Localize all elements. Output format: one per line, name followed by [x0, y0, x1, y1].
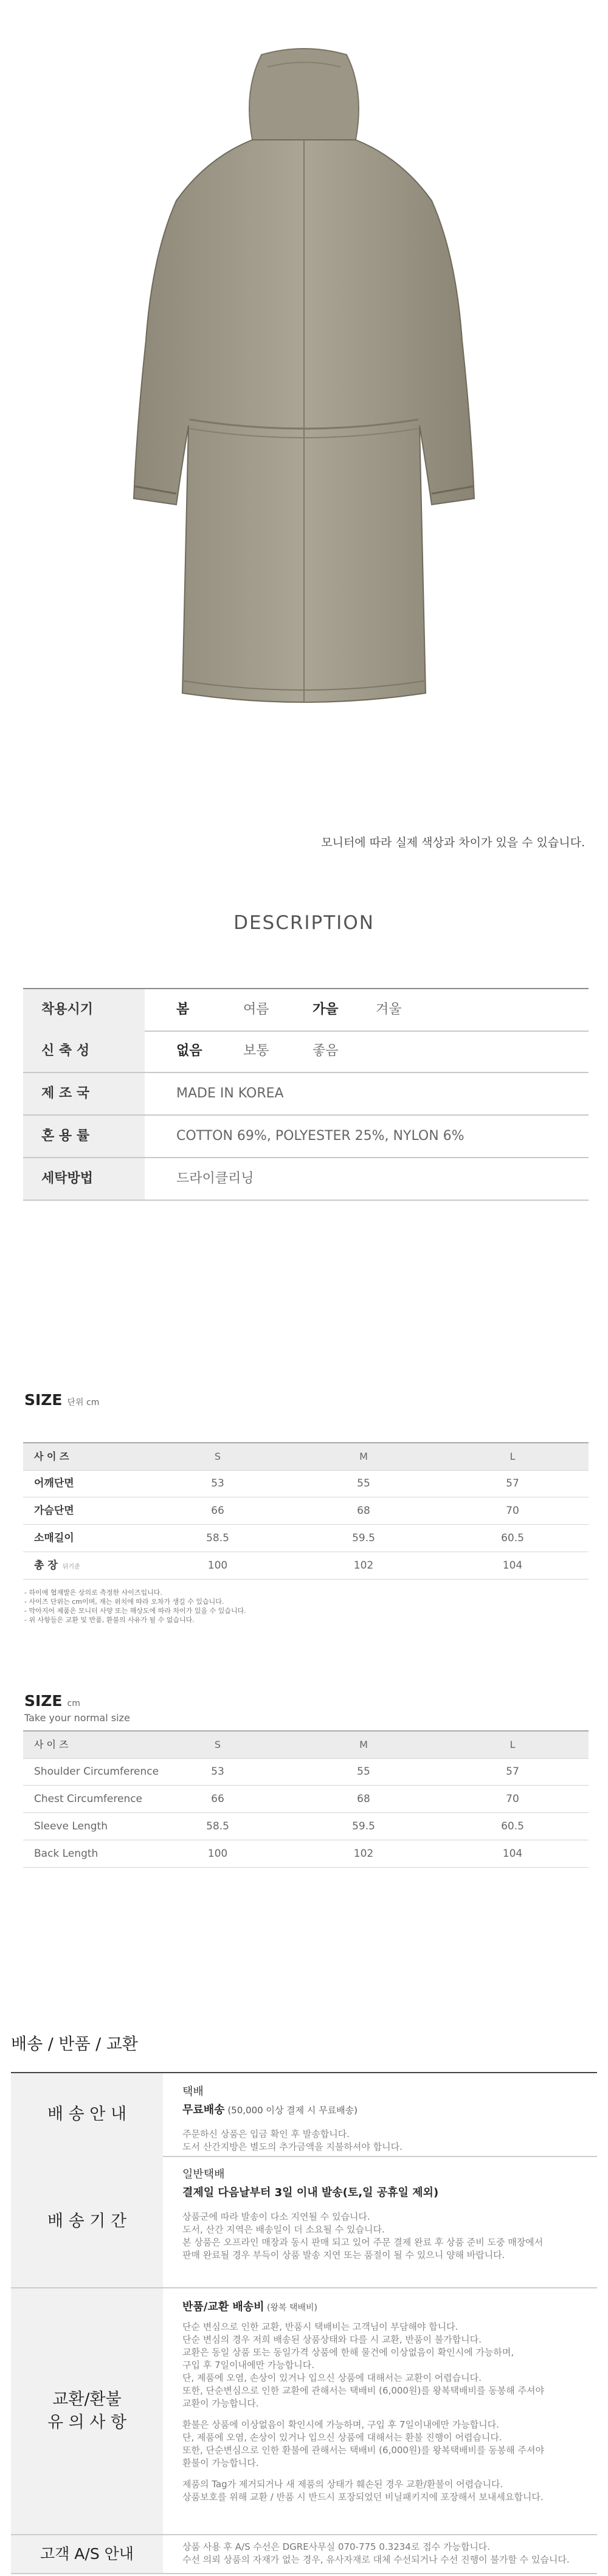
cell-m: 68: [357, 1793, 370, 1805]
product-photo: [0, 0, 608, 772]
cell-s: 53: [211, 1477, 224, 1490]
delivery-line: 판매 완료될 경우 부득이 상품 발송 지연 또는 품절이 될 수 있으니 양해 바랍니다.: [182, 2250, 505, 2260]
spec-row-care: [23, 1158, 589, 1201]
spec-label: 신 축 성: [23, 1031, 145, 1072]
cell-s: 100: [207, 1848, 228, 1860]
size-title-text: SIZE: [24, 1692, 63, 1710]
cell-s: 58.5: [206, 1532, 229, 1544]
exchange-line: 교환은 동일 상품 또는 동일가격 상품에 한해 물건에 이상없음이 확인시에 가능하며,: [182, 2347, 514, 2358]
care-value: 드라이클리닝: [176, 1171, 254, 1186]
exchange-refund-row: [11, 2288, 597, 2535]
description-title: DESCRIPTION: [233, 912, 375, 934]
shipping-info-label: 배 송 안 내: [11, 2073, 163, 2156]
cell-l: 104: [502, 1848, 523, 1860]
exchange-line: 단순 변심의 경우 저희 배송된 상품상태와 다를 시 교환, 반품이 불가합니다.: [182, 2334, 482, 2345]
size-table-header: [23, 1442, 589, 1471]
note-line: - 막아지어 제품은 모니터 사양 또는 해상도에 따라 차이가 있을 수 있습니다.: [24, 1607, 246, 1615]
size-header-m: M: [359, 1739, 368, 1750]
note-line: - 위 사항들은 교환 및 반품, 환불의 사유가 될 수 없습니다.: [24, 1616, 195, 1624]
return-fee-note: (왕복 택배비): [264, 2303, 318, 2313]
spec-row-stretch: [23, 1031, 589, 1073]
spec-row-origin: [23, 1073, 589, 1116]
cell-s: 58.5: [206, 1820, 229, 1832]
as-info-body: [182, 2541, 591, 2566]
monitor-color-note: 모니터에 따라 실제 색상과 차이가 있을 수 있습니다.: [321, 836, 585, 849]
spec-label: 제 조 국: [23, 1073, 145, 1114]
note-line: - 사이즈 단위는 cm이며, 재는 위치에 따라 오차가 생길 수 있습니다.: [24, 1598, 224, 1606]
season-winter: 겨울: [376, 1002, 402, 1017]
return-fee-line: [182, 2298, 591, 2317]
table-row: [23, 1470, 589, 1497]
spec-label: 세탁방법: [23, 1158, 145, 1200]
size-header-label: 사 이 즈: [34, 1739, 69, 1750]
exchange-label-line: 유 의 사 항: [47, 2413, 127, 2432]
shipping-line: 주문하신 상품은 입금 확인 후 발송합니다.: [182, 2129, 350, 2139]
cell-l: 60.5: [501, 1532, 524, 1544]
as-line: 상품 사용 후 A/S 수선은 DGRE사무실 070-775 0.3234로 접수 가능합니다.: [182, 2541, 491, 2552]
shipping-fee-line: [182, 2101, 591, 2119]
exchange-line: 단, 제품에 오염, 손상이 있거나 입으신 상품에 대해서는 교환이 어렵습니다.: [182, 2372, 482, 2383]
shipping-method: 택배: [182, 2085, 204, 2098]
delivery-line: 상품군에 따라 발송이 다소 지연될 수 있습니다.: [182, 2211, 370, 2222]
row-label: 가슴단면: [34, 1505, 74, 1517]
cell-m: 102: [353, 1559, 374, 1572]
spec-label: 착용시기: [23, 989, 145, 1031]
stretch-normal: 보통: [243, 1043, 269, 1058]
season-fall: 가을: [313, 1002, 339, 1017]
stretch-none: 없음: [176, 1043, 202, 1058]
cell-l: 60.5: [501, 1820, 524, 1832]
size-unit: 단위 cm: [67, 1398, 100, 1407]
shipping-section-title: 배송 / 반품 / 교환: [11, 2035, 139, 2054]
stretch-good: 좋음: [313, 1043, 339, 1058]
size-header-s: S: [214, 1451, 221, 1462]
row-label: [34, 1552, 80, 1581]
spec-label: 혼 용 률: [23, 1116, 145, 1157]
exchange-label-line: 교환/환불: [52, 2390, 122, 2409]
refund-line: 단, 제품에 오염, 손상이 있거나 입으신 상품에 대해서는 환불 진행이 어렵습니다.: [182, 2432, 502, 2443]
row-label: Shoulder Circumference: [34, 1766, 159, 1778]
row-note: 뒤기준: [62, 1564, 80, 1570]
cell-m: 55: [357, 1766, 370, 1778]
free-shipping-label: 무료배송: [182, 2104, 225, 2116]
tag-notice-line: 제품의 Tag가 제거되거나 새 제품의 상태가 훼손된 경우 교환/환불이 어렵습니다.: [182, 2479, 503, 2490]
free-shipping-condition: (50,000 이상 결제 시 무료배송): [224, 2105, 358, 2116]
origin-value: MADE IN KOREA: [176, 1086, 284, 1101]
delivery-period-row: [11, 2156, 597, 2288]
cell-s: 66: [211, 1793, 224, 1805]
spec-row-season: [23, 988, 589, 1032]
cell-l: 70: [506, 1505, 519, 1517]
size-subtitle: Take your normal size: [24, 1712, 130, 1724]
size-title: [24, 1391, 99, 1409]
table-row: [23, 1552, 589, 1580]
table-row: [23, 1497, 589, 1525]
size-header-l: L: [510, 1739, 516, 1750]
size-notes: [24, 1588, 340, 1625]
size-title-en: [24, 1692, 80, 1710]
cell-l: 57: [506, 1766, 519, 1778]
refund-line: 환불이 가능합니다.: [182, 2457, 259, 2468]
tag-notice-line: 상품보호를 위해 교환 / 반품 시 반드시 포장되었던 비닐패키지에 포장해서 보내세요합니다.: [182, 2491, 544, 2502]
coat-back-illustration: [0, 0, 608, 772]
table-row: [23, 1525, 589, 1552]
exchange-line: 교환이 가능합니다.: [182, 2398, 259, 2409]
size-header-s: S: [214, 1739, 221, 1750]
exchange-line: 또한, 단순변심으로 인한 교환에 관해서는 택배비 (6,000원)를 왕복택배비를 동봉해 주셔야: [182, 2385, 544, 2396]
row-label: Back Length: [34, 1848, 98, 1860]
shipping-info-body: [182, 2083, 591, 2153]
shipping-line: 도서 산간지방은 별도의 추가금액을 지불하셔야 합니다.: [182, 2141, 402, 2152]
shipping-info-row: [11, 2072, 597, 2157]
table-row: [23, 1840, 589, 1868]
cell-s: 66: [211, 1505, 224, 1517]
table-row: [23, 1758, 589, 1786]
row-label: 소매길이: [34, 1532, 74, 1544]
size-header-l: L: [510, 1451, 516, 1462]
exchange-line: 단순 변심으로 인한 교환, 반품시 택배비는 고객님이 부담해야 합니다.: [182, 2321, 458, 2332]
season-spring: 봄: [176, 1002, 190, 1017]
delivery-schedule: 결제일 다음날부터 3일 이내 발송(토,일 공휴일 제외): [182, 2186, 439, 2199]
size-table-header: [23, 1730, 589, 1759]
cell-m: 102: [353, 1848, 374, 1860]
cell-l: 104: [502, 1559, 523, 1572]
spec-row-material: [23, 1116, 589, 1158]
cell-s: 100: [207, 1559, 228, 1572]
cell-l: 57: [506, 1477, 519, 1490]
as-line: 수선 의뢰 상품의 자재가 없는 경우, 유사자재로 대체 수선되거나 수선 진행이 불가할 수 있습니다.: [182, 2554, 570, 2565]
exchange-refund-label: [11, 2288, 163, 2534]
cell-m: 59.5: [352, 1820, 375, 1832]
size-title-text: SIZE: [24, 1391, 63, 1409]
cell-s: 53: [211, 1766, 224, 1778]
cell-m: 59.5: [352, 1532, 375, 1544]
season-summer: 여름: [243, 1002, 269, 1017]
table-row: [23, 1813, 589, 1840]
cell-m: 68: [357, 1505, 370, 1517]
delivery-period-label: 배 송 기 간: [11, 2156, 163, 2287]
return-fee-label: 반품/교환 배송비: [182, 2301, 264, 2313]
refund-line: 또한, 단순변심으로 인한 환불에 관해서는 택배비 (6,000원)를 왕복택배비를 동봉해 주셔야: [182, 2445, 544, 2456]
row-label: Sleeve Length: [34, 1820, 108, 1832]
row-label: Chest Circumference: [34, 1793, 143, 1805]
delivery-line: 도서, 산간 지역은 배송일이 더 소요될 수 있습니다.: [182, 2224, 385, 2235]
delivery-method: 일반택배: [182, 2168, 225, 2181]
table-row: [23, 1786, 589, 1813]
size-header-m: M: [359, 1451, 368, 1462]
cell-l: 70: [506, 1793, 519, 1805]
as-info-row: [11, 2535, 597, 2574]
delivery-period-body: [182, 2166, 591, 2262]
cell-m: 55: [357, 1477, 370, 1490]
note-line: - 하이에 협재발은 상의로 측정한 사이즈입니다.: [24, 1589, 162, 1597]
size-unit: cm: [67, 1699, 80, 1708]
exchange-refund-body: [182, 2298, 591, 2504]
size-header-label: 사 이 즈: [34, 1451, 69, 1462]
row-label: 어깨단면: [34, 1477, 74, 1490]
material-value: COTTON 69%, POLYESTER 25%, NYLON 6%: [176, 1128, 465, 1144]
row-label-text: 총 장: [34, 1559, 58, 1572]
exchange-line: 구입 후 7일이내에만 가능합니다.: [182, 2360, 314, 2371]
delivery-line: 본 상품은 오프라인 매장과 동시 판매 되고 있어 주문 결제 완료 후 상품 준비 도중 매장에서: [182, 2237, 544, 2248]
refund-line: 환불은 상품에 이상없음이 확인시에 가능하며, 구입 후 7일이내에만 가능합니다.: [182, 2419, 499, 2430]
as-info-label: 고객 A/S 안내: [11, 2535, 163, 2573]
